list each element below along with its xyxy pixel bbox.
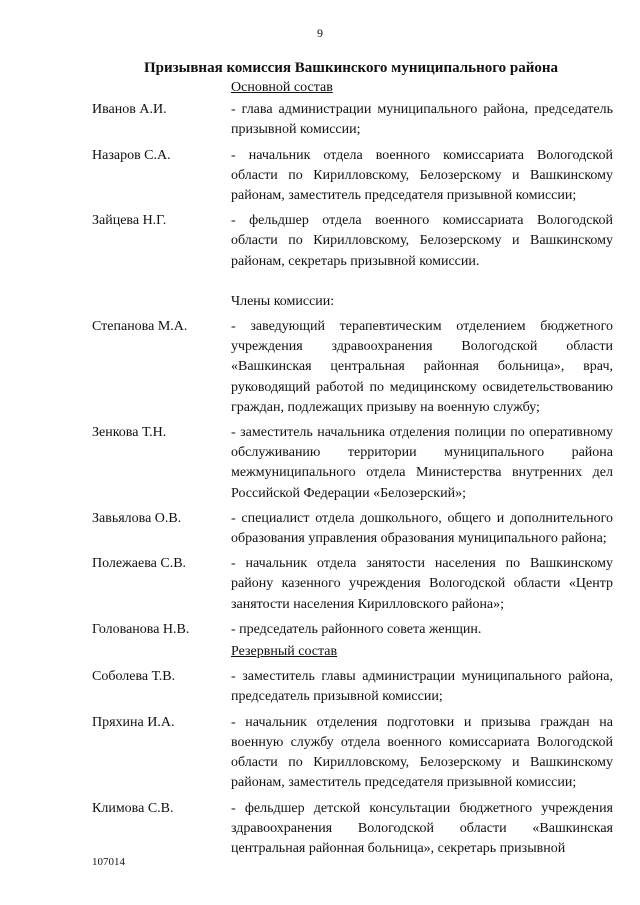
document-code: 107014	[92, 856, 125, 868]
member-name: Климова С.В.	[92, 800, 174, 816]
list-item	[0, 317, 640, 418]
member-name: Полежаева С.В.	[92, 556, 187, 572]
member-name: Завьялова О.В.	[92, 510, 182, 526]
member-role: - заместитель начальника отделения полиции по оперативному обслуживанию территории муниципального района межмуниципального отдела Министерства внутренних дел Российской Федерации «Белозерский»;	[231, 425, 613, 501]
section-heading-reserve: Резервный состав	[231, 644, 338, 660]
document-title: Призывная комиссия Вашкинского муниципального района	[143, 60, 559, 76]
member-role: - начальник отдела занятости населения по Вашкинскому району казенного учреждения Вологодской области «Центр занятости населения Кирилловского района»;	[231, 556, 613, 612]
member-role: - фельдшер отдела военного комиссариата Вологодской области по Кирилловскому, Белозерскому и Вашкинскому районам, секретарь призывной комиссии.	[231, 213, 613, 269]
member-name: Голованова Н.В.	[92, 621, 190, 637]
list-item	[0, 667, 640, 707]
member-role: - председатель районного совета женщин.	[231, 621, 482, 637]
member-role: - заместитель главы администрации муниципального района, председатель призывной комиссии;	[231, 669, 613, 705]
member-role: - начальник отдела военного комиссариата Вологодской области по Кирилловскому, Белозерскому и Вашкинскому районам, заместитель председателя призывной комиссии;	[231, 147, 613, 204]
member-name: Пряхина И.А.	[92, 714, 175, 730]
list-item	[0, 509, 640, 549]
list-item	[0, 554, 640, 615]
member-name: Степанова М.А.	[92, 319, 188, 335]
page-number: 9	[317, 26, 323, 40]
member-name: Назаров С.А.	[92, 147, 171, 163]
list-item	[0, 100, 640, 140]
list-item	[0, 211, 640, 272]
member-name: Соболева Т.В.	[92, 669, 176, 685]
section-heading-members: Члены комиссии:	[231, 293, 335, 309]
list-item	[0, 620, 640, 640]
member-name: Зенкова Т.Н.	[92, 425, 167, 441]
member-role: - специалист отдела дошкольного, общего и дополнительного образования управления образования муниципального района;	[231, 510, 613, 547]
member-name: Зайцева Н.Г.	[92, 213, 167, 229]
list-item	[0, 146, 640, 207]
member-role: - глава администрации муниципального района, председатель призывной комиссии;	[231, 102, 613, 138]
member-role: - начальник отделения подготовки и призыва граждан на военную службу отдела военного комиссариата Вологодской области по Кирилловскому, Белозерскому и Вашкинскому районам, заместитель председателя призывной комиссии;	[231, 714, 613, 791]
document-body	[0, 78, 640, 859]
member-role: - заведующий терапевтическим отделением бюджетного учреждения здравоохранения Вологодской области «Вашкинская центральная районная больница», врач, руководящий работой по медицинскому освидетельствованию граждан, подлежащих призыву на военную службу;	[231, 319, 613, 415]
list-item	[0, 423, 640, 504]
member-role: - фельдшер детской консультации бюджетного учреждения здравоохранения Вологодской области «Вашкинская центральная районная больница», секретарь призывной	[231, 800, 613, 856]
member-name: Иванов А.И.	[92, 102, 167, 118]
list-item	[0, 713, 640, 794]
list-item	[0, 799, 640, 860]
section-heading-main: Основной состав	[231, 80, 333, 95]
